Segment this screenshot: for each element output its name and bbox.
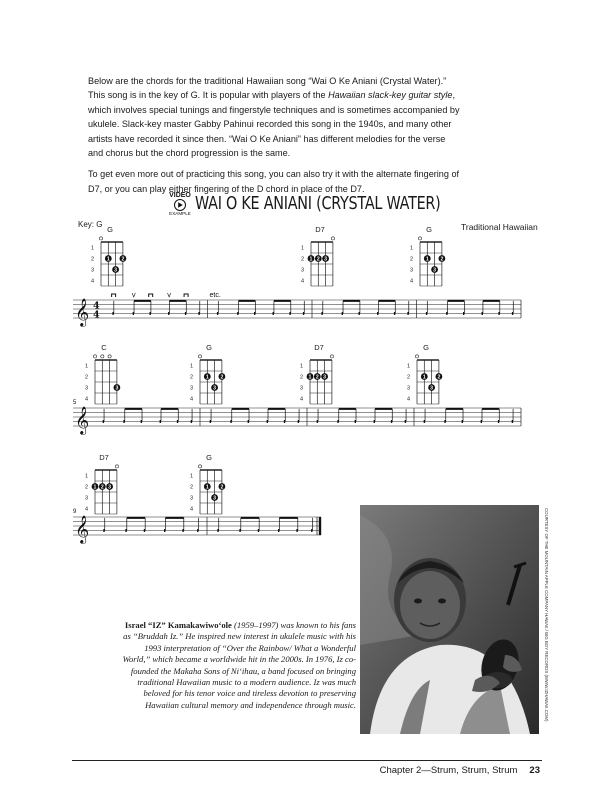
finger-dot: [439, 255, 446, 262]
caption-name: Israel “IZ” Kamakawiwo‘ole: [124, 620, 232, 630]
svg-text:1: 1: [93, 484, 97, 491]
fret-number: 1: [300, 363, 304, 370]
svg-text:3: 3: [213, 385, 217, 392]
fret-number: 4: [190, 396, 194, 403]
finger-dot: [322, 255, 329, 262]
finger-dot: [211, 494, 218, 501]
fret-number: 3: [85, 385, 89, 392]
intro-paragraph-2: To get even more out of practicing this song, you can also try it with the alternate fingering of D7, or you can play either fingering of the D chord in place of the D7.: [88, 169, 460, 194]
svg-text:1: 1: [205, 374, 209, 381]
rhythm-measure: [218, 301, 305, 315]
chord-name: G: [206, 453, 212, 462]
fret-number: 4: [300, 396, 304, 403]
fret-number: 4: [190, 506, 194, 513]
fret-number: 3: [410, 267, 414, 274]
open-string-marker: [108, 355, 111, 358]
svg-text:1: 1: [309, 256, 313, 263]
svg-text:3: 3: [213, 495, 217, 502]
finger-dot: [315, 255, 322, 262]
rhythm-measure: [424, 409, 513, 423]
svg-text:1: 1: [106, 256, 110, 263]
footer-rule: [72, 760, 542, 761]
chord-diagram-g: [88, 227, 132, 289]
chord-name: G: [426, 225, 432, 234]
open-string-marker: [93, 355, 96, 358]
fret-number: 1: [407, 363, 411, 370]
fret-number: 1: [85, 363, 89, 370]
fret-number: 2: [407, 374, 411, 381]
fret-number: 2: [190, 484, 194, 491]
fret-number: 4: [301, 278, 305, 285]
rhythm-measure: [104, 518, 198, 532]
chord-name: G: [423, 343, 429, 352]
chord-name: C: [101, 343, 107, 352]
finger-dot: [204, 483, 211, 490]
finger-dot: [308, 255, 315, 262]
fret-number: 4: [410, 278, 414, 285]
finger-dot: [112, 266, 119, 273]
song-credit: Traditional Hawaiian: [461, 222, 538, 232]
svg-text:2: 2: [440, 256, 444, 263]
rhythm-measure: [218, 518, 312, 532]
caption-text: (1959–1997) was known to his fans as “Bruddah Iz.” He inspired new interest in ukulele music with his 1993 interpretation of “Over the Rainbow/ What a Wonderful World,” which became a worldwide hit in the 2000s. In 1976, Iz co-founded the Makaha Sons of Ni‘ihau, a band focused on bringing traditional Hawaiian music to a modern audience. Iz was much beloved for his tenor voice and tireless devotion to preserving Hawaiian cultural memory and independence through music.: [122, 620, 356, 710]
video-label: VIDEO: [169, 192, 191, 199]
staff-system-1: [73, 290, 523, 336]
photo-credit: COURTESY OF THE MOUNTAIN APPLE COMPANY HAWAII / BIG BOY RECORDS (WWW.IZHAWAII.COM): [544, 508, 549, 722]
svg-text:3: 3: [323, 374, 327, 381]
svg-text:3: 3: [108, 484, 112, 491]
treble-clef: 𝄞: [75, 406, 90, 434]
svg-text:2: 2: [100, 484, 104, 491]
fret-number: 3: [190, 385, 194, 392]
finger-dot: [114, 384, 121, 391]
fret-number: 2: [410, 256, 414, 263]
rhythm-measure: [317, 409, 406, 423]
etc-label: etc.: [209, 292, 221, 299]
svg-text:2: 2: [315, 374, 319, 381]
chord-grid: [298, 235, 342, 291]
treble-clef: 𝄞: [75, 298, 90, 326]
chord-name: G: [206, 343, 212, 352]
finger-dot: [307, 373, 314, 380]
fret-number: 1: [85, 473, 89, 480]
iz-photo: [360, 505, 539, 734]
svg-text:3: 3: [433, 267, 437, 274]
finger-dot: [92, 483, 99, 490]
finger-dot: [219, 483, 226, 490]
fret-number: 1: [301, 245, 305, 252]
fret-number: 2: [85, 484, 89, 491]
measure-number: 5: [73, 400, 77, 406]
chapter-title: Chapter 2—Strum, Strum, Strum: [379, 765, 518, 776]
svg-text:2: 2: [316, 256, 320, 263]
key-signature-label: Key: G: [78, 220, 103, 229]
svg-text:1: 1: [422, 374, 426, 381]
open-string-marker: [331, 237, 334, 240]
fret-number: 4: [85, 506, 89, 513]
finger-dot: [211, 384, 218, 391]
finger-dot: [321, 373, 328, 380]
open-string-marker: [198, 465, 201, 468]
fret-number: 3: [300, 385, 304, 392]
chord-grid: [88, 235, 132, 291]
svg-text:2: 2: [121, 256, 125, 263]
staff-system-3: [73, 507, 323, 553]
rhythm-measure: [427, 301, 514, 315]
time-signature: 4: [93, 309, 100, 321]
finger-dot: [120, 255, 127, 262]
fret-number: 2: [190, 374, 194, 381]
finger-dot: [424, 255, 431, 262]
chord-diagram-d7: [298, 227, 342, 289]
fret-number: 1: [91, 245, 95, 252]
finger-dot: [99, 483, 106, 490]
fret-number: 4: [85, 396, 89, 403]
finger-dot: [106, 483, 113, 490]
finger-dot: [436, 373, 443, 380]
fret-number: 3: [190, 495, 194, 502]
fret-number: 2: [85, 374, 89, 381]
chord-name: D7: [315, 225, 325, 234]
open-string-marker: [198, 355, 201, 358]
open-string-marker: [99, 237, 102, 240]
finger-dot: [219, 373, 226, 380]
fret-number: 3: [301, 267, 305, 274]
rhythm-measure: [322, 301, 409, 315]
finger-dot: [105, 255, 112, 262]
svg-text:1: 1: [425, 256, 429, 263]
finger-dot: [431, 266, 438, 273]
open-string-marker: [115, 465, 118, 468]
page-footer: [380, 765, 540, 776]
finger-dot: [428, 384, 435, 391]
fret-number: 1: [190, 363, 194, 370]
open-string-marker: [330, 355, 333, 358]
svg-text:1: 1: [308, 374, 312, 381]
fret-number: 4: [407, 396, 411, 403]
chord-grid: [407, 235, 451, 291]
svg-text:3: 3: [430, 385, 434, 392]
open-string-marker: [415, 355, 418, 358]
chord-name: D7: [314, 343, 324, 352]
fret-number: 3: [407, 385, 411, 392]
open-string-marker: [101, 355, 104, 358]
staff-system-2: [73, 398, 523, 444]
svg-text:3: 3: [324, 256, 328, 263]
measure-number: 9: [73, 509, 77, 515]
svg-text:2: 2: [220, 484, 224, 491]
fret-number: 1: [190, 473, 194, 480]
svg-text:1: 1: [205, 484, 209, 491]
video-example-icon[interactable]: [168, 190, 192, 216]
open-string-marker: [418, 237, 421, 240]
intro-paragraph-1: Below are the chords for the traditional Hawaiian song “Wai O Ke Aniani (Crystal Water).” This song is in the key of G. It is popular with players of the Hawaiian slack-key guitar style, which involves special tunings and fingerstyle techniques and is sometimes accompanied by ukulele. Slack-key master Gabby Pahinui recorded this song in the 1940s, and many other artists have recorded it since then. “Wai O Ke Aniani” has different melodies for the verse and chorus but the chord progression is the same.: [88, 76, 460, 159]
intro-text: [88, 74, 460, 203]
intro-emphasis: Hawaiian slack-key guitar style: [328, 90, 453, 101]
finger-dot: [314, 373, 321, 380]
svg-text:2: 2: [220, 374, 224, 381]
chord-diagram-g: [407, 227, 451, 289]
fret-number: 2: [300, 374, 304, 381]
example-label: EXAMPLE: [169, 211, 191, 216]
treble-clef: 𝄞: [75, 515, 90, 543]
fret-number: 3: [91, 267, 95, 274]
finger-dot: [204, 373, 211, 380]
fret-number: 1: [410, 245, 414, 252]
song-title: WAI O KE ANIANI (CRYSTAL WATER): [195, 194, 441, 214]
fret-number: 3: [85, 495, 89, 502]
fret-number: 4: [91, 278, 95, 285]
svg-text:3: 3: [114, 267, 118, 274]
svg-text:3: 3: [115, 385, 119, 392]
iz-portrait-image: [360, 505, 539, 734]
fret-number: 2: [91, 256, 95, 263]
rhythm-measure: [210, 409, 299, 423]
rhythm-measure: [103, 409, 192, 423]
chord-name: G: [107, 225, 113, 234]
page-number: 23: [529, 765, 540, 776]
rhythm-measure: [112, 293, 200, 315]
photo-caption: [120, 620, 356, 711]
chord-name: D7: [99, 453, 109, 462]
svg-text:2: 2: [437, 374, 441, 381]
finger-dot: [421, 373, 428, 380]
time-signature: 4: [93, 300, 100, 312]
fret-number: 2: [301, 256, 305, 263]
